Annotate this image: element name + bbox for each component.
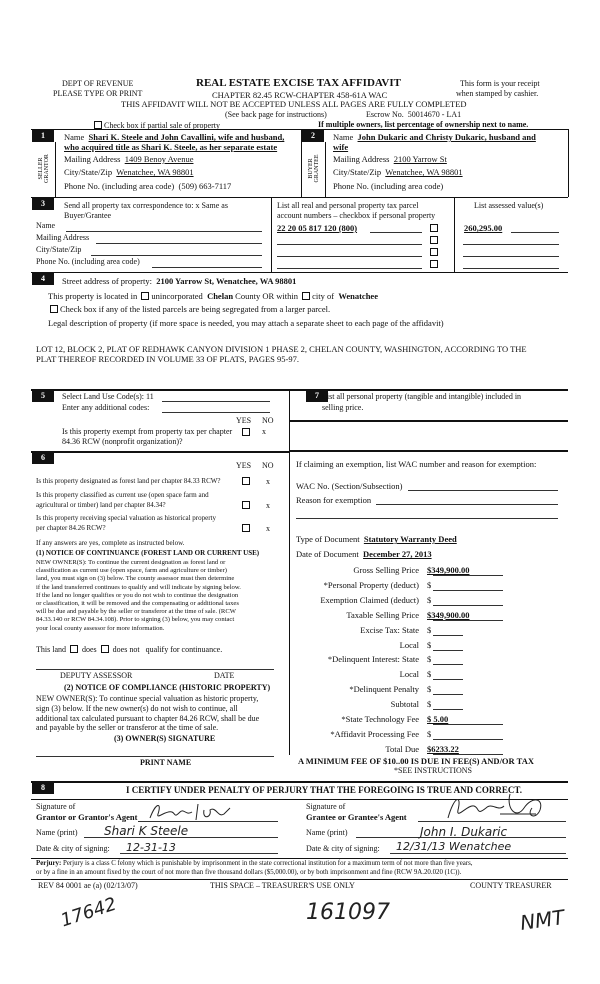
tax-row-label: Taxable Selling Price <box>346 609 419 620</box>
notice-continuance-line: land, you must sign on (3) below. The county assessor must then determine <box>36 575 235 583</box>
handwritten-number-1: 17642 <box>58 893 120 932</box>
tax-row-label: Local <box>399 669 419 680</box>
notice-continuance-line: NEW OWNER(S): To continue the current designation as forest land or <box>36 559 226 566</box>
segregated[interactable]: Check box if any of the listed parcels are being segregated from a larger parcel. <box>48 305 330 314</box>
notice-compliance-line: additional tax calculated pursuant to chapter 84.26 RCW, shall be due <box>36 713 260 723</box>
notice-compliance-title: (2) NOTICE OF COMPLIANCE (HISTORIC PROPERTY) <box>64 683 271 692</box>
parcel-header-2: account numbers – checkbox if personal property <box>277 211 436 220</box>
q-forest: Is this property designated as forest land per chapter 84.33 RCW? <box>36 477 221 485</box>
buyer-name-line2: wife <box>333 142 349 152</box>
q-historic-2: per chapter 84.26 RCW? <box>36 524 106 532</box>
s6-no: NO <box>262 461 274 470</box>
q-current-use-2: agricultural or timber) land per chapter 84.34? <box>36 501 166 509</box>
checkbox-icon[interactable] <box>101 645 109 653</box>
buyer-name: Name John Dukaric and Christy Dukaric, husband and <box>333 132 536 142</box>
perjury-notice: Perjury: Perjury is a class C felony which is punishable by imprisonment in the state correctional institution for a maximum term of not more than five years, <box>36 860 473 867</box>
checkbox-icon[interactable] <box>141 292 149 300</box>
form-chapter: CHAPTER 82.45 RCW-CHAPTER 458-61A WAC <box>212 90 388 100</box>
tax-row-blank <box>433 635 463 636</box>
notice-continuance-line: will be due and payable by the seller or transferor at the time of sale. (RCW <box>36 608 236 616</box>
section-5-number: 5 <box>32 390 54 402</box>
tax-row-blank <box>433 679 463 680</box>
tax-row-value: $349,900.00 <box>427 565 470 575</box>
document-type: Type of Document Statutory Warranty Deed <box>296 534 457 544</box>
s6-yes: YES <box>236 461 252 470</box>
grantor-date-label: Date & city of signing: <box>36 844 110 853</box>
minimum-fee: A MINIMUM FEE OF $10..00 IS DUE IN FEE(S) AND/OR TAX <box>298 756 534 766</box>
grantor-sig-label: Signature of <box>36 802 76 811</box>
see-back: (See back page for instructions) <box>225 110 327 119</box>
grantee-signature <box>440 790 550 826</box>
tax-row-blank <box>433 590 503 591</box>
tax-row-blank <box>433 650 463 651</box>
tax-row-blank <box>433 724 503 725</box>
checkbox-icon[interactable] <box>242 524 250 532</box>
dept-label: DEPT OF REVENUE <box>62 79 134 88</box>
tax-row-value: $ <box>427 594 432 605</box>
exempt-question: Is this property exempt from property tax per chapter <box>62 427 233 436</box>
checkbox-icon[interactable] <box>242 501 250 509</box>
corr-mailing-label: Mailing Address <box>36 233 90 242</box>
send-correspondence-2: Buyer/Grantee <box>64 211 112 220</box>
tax-row-value: $6233.22 <box>427 743 459 754</box>
form-number: REV 84 0001 ae (a) (02/13/07) <box>38 881 138 890</box>
tax-row-label: *Personal Property (deduct) <box>323 579 419 590</box>
notice-continuance-line: or classification, it will be removed and the compensating or additional taxes <box>36 600 239 608</box>
s5-yes: YES <box>236 416 252 425</box>
notice-continuance-title: (1) NOTICE OF CONTINUANCE (FOREST LAND OR CURRENT USE) <box>36 549 260 557</box>
notice-continuance-line: if the land transferred continues to qualify and will indicate by signing below. <box>36 583 241 591</box>
send-correspondence: Send all property tax correspondence to: x Same as <box>64 201 228 210</box>
historic-yes-box[interactable] <box>240 524 252 533</box>
checkbox-icon[interactable] <box>430 260 438 268</box>
parcel-checkbox-4[interactable] <box>428 260 440 269</box>
legal-description: LOT 12, BLOCK 2, PLAT OF REDHAWK CANYON DIVISION 1 PHASE 2, CHELAN COUNTY, WASHINGTON, ACCORDING TO THE <box>36 344 527 354</box>
parcel-checkbox-1[interactable] <box>428 224 440 233</box>
seller-phone: Phone No. (including area code) (509) 663-7117 <box>64 181 232 191</box>
tax-row-label: *Delinquent Penalty <box>349 684 419 695</box>
perjury-notice-2: or by a fine in an amount fixed by the court of not more than five thousand dollars ($5,000.00), or by both imprisonment and fine (RCW 9A.20.020 (1C)). <box>36 869 462 876</box>
buyer-phone: Phone No. (including area code) <box>333 181 444 191</box>
tax-row-label: Local <box>399 639 419 650</box>
tax-row-blank <box>433 694 463 695</box>
assessed-header: List assessed value(s) <box>474 201 544 210</box>
tax-row-value: $349,900.00 <box>427 609 470 620</box>
seller-name-line2: who acquired title as Shari K. Steele, as her separate estate <box>64 142 278 152</box>
tax-row-value: $ <box>427 684 432 695</box>
please-print: PLEASE TYPE OR PRINT <box>53 89 143 98</box>
s5-no: NO <box>262 416 274 425</box>
grantor-name-label: Name (print) <box>36 828 78 837</box>
seller-city: City/State/Zip Wenatchee, WA 98801 <box>64 167 194 177</box>
section-3-number: 3 <box>32 198 54 210</box>
buyer-city: City/State/Zip Wenatchee, WA 98801 <box>333 167 463 177</box>
tax-row-blank <box>433 620 503 621</box>
notice-continuance-line: classification as current use (open space, farm and agriculture or timber) <box>36 567 227 575</box>
deputy-assessor: DEPUTY ASSESSOR <box>60 671 133 680</box>
checkbox-icon[interactable] <box>70 645 78 653</box>
tax-row-label: Exemption Claimed (deduct) <box>320 594 419 605</box>
tax-row-value: $ <box>427 654 432 665</box>
tax-row-label: Gross Selling Price <box>353 565 419 575</box>
grantee-date-handwritten: 12/31/13 Wenatchee <box>396 840 512 853</box>
tax-row-value: $ 5.00 <box>427 714 449 724</box>
section-2-number: 2 <box>302 130 324 142</box>
tax-row-label: *Affidavit Processing Fee <box>330 728 419 739</box>
receipt-line1: This form is your receipt <box>460 79 540 88</box>
form-title: REAL ESTATE EXCISE TAX AFFIDAVIT <box>196 77 401 89</box>
tax-row-blank <box>433 575 503 576</box>
forest-no-x: x <box>266 477 270 486</box>
street-address: Street address of property: 2100 Yarrow St, Wenatchee, WA 98801 <box>62 276 297 286</box>
corr-phone-label: Phone No. (including area code) <box>36 257 140 266</box>
historic-no-x: x <box>266 524 270 533</box>
multiple-owners-note: If multiple owners, list percentage of ownership next to name. <box>318 120 529 129</box>
grantor-agent-label: Grantor or Grantor's Agent <box>36 812 138 822</box>
exemption-label: If claiming an exemption, list WAC number and reason for exemption: <box>296 459 537 469</box>
notice-continuance-line: If the land no longer qualifies or you do not wish to continue the designation <box>36 591 239 599</box>
exempt-yes-box[interactable] <box>240 428 252 437</box>
forest-yes-box[interactable] <box>240 477 252 486</box>
legal-label: Legal description of property (if more space is needed, you may attach a separate sheet to each page of the affidavit) <box>48 318 444 328</box>
treasurer-use: THIS SPACE – TREASURER'S USE ONLY <box>210 881 355 890</box>
legal-description-2: PLAT THEREOF RECORDED IN VOLUME 33 OF PLATS, PAGES 95-97. <box>36 354 299 364</box>
personal-property: List all personal property (tangible and intangible) included in <box>322 392 522 401</box>
notice-compliance-line: NEW OWNER(S): To continue special valuation as historic property, <box>36 694 259 703</box>
checkbox-icon[interactable] <box>430 236 438 244</box>
tax-row-value: $ <box>427 624 432 635</box>
seller-mailing: Mailing Address 1409 Benoy Avenue <box>64 154 194 164</box>
section-4-number: 4 <box>32 273 54 285</box>
handwritten-initials: NMT <box>518 905 566 935</box>
grantor-signature <box>146 800 236 826</box>
wac-no: WAC No. (Section/Subsection) <box>296 481 403 491</box>
tax-row-blank <box>433 709 463 710</box>
owner-signature: (3) OWNER(S) SIGNATURE <box>114 734 216 743</box>
checkbox-icon[interactable] <box>242 477 250 485</box>
tax-row-blank <box>433 754 503 755</box>
this-land: This land does does not qualify for continuance. <box>36 645 223 654</box>
current-no-x: x <box>266 501 270 510</box>
additional-codes: Enter any additional codes: <box>62 403 150 412</box>
escrow: Escrow No. 50014670 - LA1 <box>366 110 462 119</box>
section-6-number: 6 <box>32 452 54 464</box>
section-1-number: 1 <box>32 130 54 142</box>
checkbox-icon[interactable] <box>242 428 250 436</box>
q-historic: Is this property receiving special valuation as historical property <box>36 514 217 522</box>
handwritten-number-2: 161097 <box>306 900 390 925</box>
grantee-sig-label: Signature of <box>306 802 346 811</box>
section-7-number: 7 <box>306 390 328 402</box>
tax-row-label: Subtotal <box>390 699 419 710</box>
notice-continuance-text <box>36 559 241 633</box>
q-current-use: Is this property classified as current use (open space farm and <box>36 491 209 499</box>
document-date: Date of Document December 27, 2013 <box>296 549 432 559</box>
receipt-line2: when stamped by cashier. <box>456 89 539 98</box>
if-yes-note: If any answers are yes, complete as instructed below. <box>36 539 185 547</box>
tax-row-value: $ <box>427 728 432 739</box>
tax-row-blank <box>433 605 503 606</box>
tax-row-blank <box>433 739 503 740</box>
grantor-date-handwritten: 12-31-13 <box>126 841 176 854</box>
checkbox-icon[interactable] <box>430 248 438 256</box>
see-instructions: *SEE INSTRUCTIONS <box>394 766 473 775</box>
notice-continuance-line: 84.33.140 or RCW 84.34.108). Prior to signing (3) below, you may contact <box>36 616 235 624</box>
pages-notice: THIS AFFIDAVIT WILL NOT BE ACCEPTED UNLESS ALL PAGES ARE FULLY COMPLETED <box>121 99 467 109</box>
assessed-value: 260,295.00 <box>464 223 503 233</box>
seller-name: Name Shari K. Steele and John Cavallini, wife and husband, <box>64 132 285 142</box>
parcel-checkbox-3[interactable] <box>428 248 440 257</box>
checkbox-icon[interactable] <box>94 121 102 129</box>
corr-city-label: City/State/Zip <box>36 245 82 254</box>
grantee-agent-label: Grantee or Grantee's Agent <box>306 812 407 822</box>
partial-sale[interactable]: Check box if partial sale of property <box>92 121 220 130</box>
tax-row-blank <box>433 664 463 665</box>
current-yes-box[interactable] <box>240 501 252 510</box>
certify-statement: I CERTIFY UNDER PENALTY OF PERJURY THAT THE FOREGOING IS TRUE AND CORRECT. <box>126 785 523 795</box>
print-name: PRINT NAME <box>140 758 192 767</box>
grantee-date-label: Date & city of signing: <box>306 844 380 853</box>
parcel-header: List all real and personal property tax parcel <box>277 201 419 210</box>
tax-row-value: $ <box>427 699 432 710</box>
personal-property-2: selling price. <box>322 403 364 412</box>
tax-row-value: $ <box>427 669 432 680</box>
grantor-name-handwritten: Shari K Steele <box>104 824 189 838</box>
tax-row-label: *Delinquent Interest: State <box>327 654 419 665</box>
grantee-name-handwritten: John I. Dukaric <box>420 825 508 839</box>
exempt-no-x: x <box>262 427 266 436</box>
tax-row-label: Excise Tax: State <box>360 624 419 635</box>
checkbox-icon[interactable] <box>50 305 58 313</box>
buyer-grantee-label: BUYER GRANTEE <box>308 154 321 183</box>
parcel-checkbox-2[interactable] <box>428 236 440 245</box>
exempt-question-2: 84.36 RCW (nonprofit organization)? <box>62 437 183 446</box>
checkbox-icon[interactable] <box>302 292 310 300</box>
corr-name-label: Name <box>36 221 56 230</box>
notice-compliance-line: sign (3) below. If the new owner(s) do not wish to continue, all <box>36 703 238 713</box>
seller-grantor-label: SELLER GRANTOR <box>38 154 51 183</box>
tax-row-value: $ <box>427 639 432 650</box>
land-use-code: Select Land Use Code(s): 11 <box>62 392 154 401</box>
notice-compliance-line: and payable by the seller or transferor at the time of sale. <box>36 723 219 733</box>
buyer-mailing: Mailing Address 2100 Yarrow St <box>333 154 447 164</box>
tax-row-label: *State Technology Fee <box>341 714 419 724</box>
grantee-name-label: Name (print) <box>306 828 348 837</box>
deputy-date: DATE <box>214 671 235 680</box>
tax-row-value: $ <box>427 579 432 590</box>
county-treasurer: COUNTY TREASURER <box>470 881 552 890</box>
checkbox-icon[interactable] <box>430 224 438 232</box>
property-location: This property is located in unincorporated Chelan County OR within city of Wenatchee <box>48 291 378 301</box>
notice-compliance-text <box>36 694 259 733</box>
tax-row-label: Total Due <box>385 743 419 754</box>
section-8-number: 8 <box>32 782 54 794</box>
notice-continuance-line: your local county assessor for more information. <box>36 624 165 632</box>
parcel-number: 22 20 05 817 120 (800) <box>277 223 358 233</box>
exemption-reason: Reason for exemption <box>296 495 372 505</box>
